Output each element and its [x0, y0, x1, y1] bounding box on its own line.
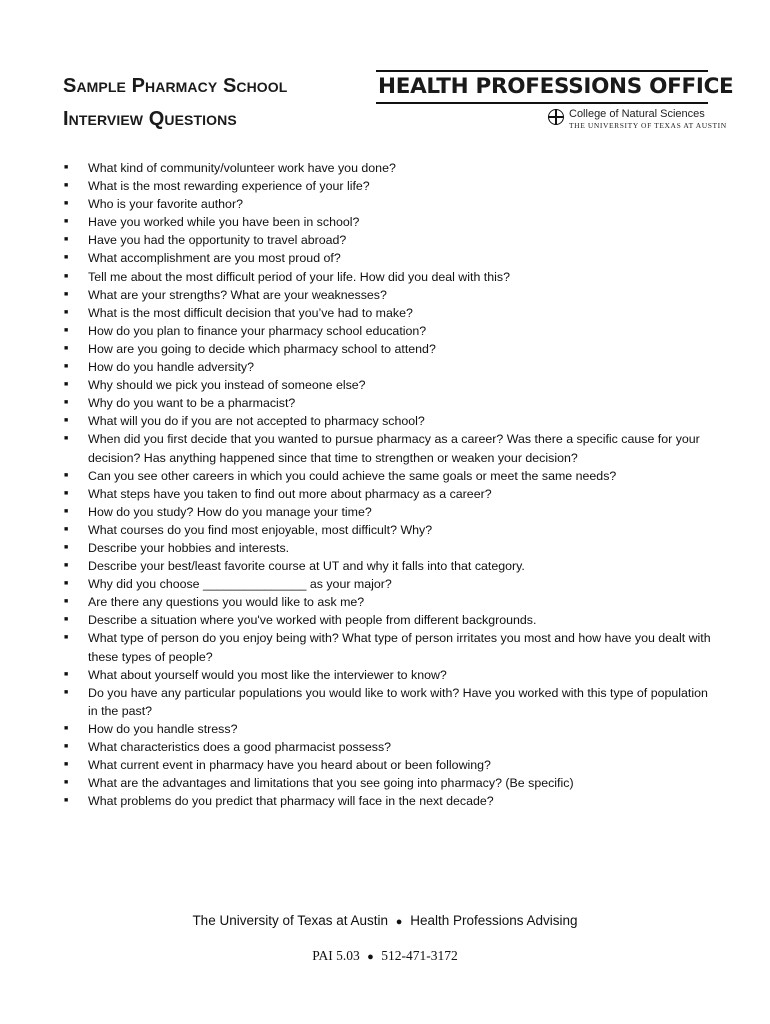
college-logo: [548, 108, 727, 131]
question-item: [63, 792, 713, 810]
separator-bullet-icon: ●: [367, 951, 374, 963]
question-text: How are you going to decide which pharmacy school to attend?: [88, 341, 436, 356]
square-bullet-icon: ■: [64, 562, 69, 570]
question-item: [63, 503, 713, 521]
question-text: How do you plan to finance your pharmacy school education?: [88, 323, 427, 338]
question-text: Do you have any particular populations you would like to work with? Have you worked with this type of population in the past?: [88, 685, 708, 718]
document-title: [63, 70, 287, 136]
question-text: When did you first decide that you wanted to pursue pharmacy as a career? Was there a specific cause for your decision? Has anything happened since that time to strengthen or weaken your decision?: [88, 432, 700, 465]
question-text: What are your strengths? What are your weaknesses?: [88, 287, 387, 302]
question-item: [63, 195, 713, 213]
square-bullet-icon: ■: [64, 743, 69, 750]
question-text: Why did you choose _______________ as your major?: [88, 577, 392, 592]
footer-contact: [0, 948, 770, 964]
question-text: What type of person do you enjoy being with? What type of person irritates you most and how have you dealt with these types of people?: [88, 631, 711, 664]
question-text: Describe your best/least favorite course at UT and why it falls into that category.: [88, 559, 525, 574]
square-bullet-icon: ■: [64, 598, 69, 606]
question-text: What are the advantages and limitations that you see going into pharmacy? (Be specific): [88, 776, 574, 791]
question-item: [63, 557, 713, 575]
square-bullet-icon: ■: [64, 363, 69, 371]
question-text: What is the most difficult decision that you’ve had to make?: [88, 305, 413, 320]
question-item: [63, 611, 713, 629]
footer-org: The University of Texas at Austin: [192, 913, 389, 928]
question-text: What steps have you taken to find out more about pharmacy as a career?: [88, 486, 492, 501]
footer-dept: Health Professions Advising: [410, 913, 578, 928]
square-bullet-icon: ■: [64, 616, 69, 624]
square-bullet-icon: ■: [64, 326, 69, 334]
square-bullet-icon: ■: [64, 580, 69, 588]
university-seal-icon: [548, 109, 564, 125]
question-item: [63, 684, 713, 720]
square-bullet-icon: ■: [64, 381, 69, 389]
square-bullet-icon: ■: [64, 417, 69, 425]
question-text: What will you do if you are not accepted to pharmacy school?: [88, 414, 425, 429]
question-item: [63, 593, 713, 611]
question-item: [63, 249, 713, 267]
question-item: [63, 629, 713, 665]
question-item: [63, 539, 713, 557]
question-item: [63, 286, 713, 304]
question-item: [63, 340, 713, 358]
question-text: Describe your hobbies and interests.: [88, 540, 290, 555]
question-item: [63, 304, 713, 322]
question-text: Why should we pick you instead of someone else?: [88, 378, 366, 393]
square-bullet-icon: ■: [64, 218, 69, 226]
office-logo-block: [376, 70, 734, 130]
square-bullet-icon: ■: [64, 543, 69, 551]
square-bullet-icon: ■: [64, 525, 69, 533]
question-text: Who is your favorite author?: [88, 197, 243, 212]
question-text: What kind of community/volunteer work have you done?: [88, 161, 396, 175]
office-name: HEALTH PROFESSIONS OFFICE: [376, 70, 708, 104]
question-item: [63, 575, 713, 593]
question-text: What about yourself would you most like the interviewer to know?: [88, 667, 447, 682]
question-text: What current event in pharmacy have you heard about or been following?: [88, 758, 491, 773]
question-text: What is the most rewarding experience of your life?: [88, 179, 370, 194]
footer-organization: [0, 913, 770, 928]
square-bullet-icon: ■: [64, 761, 69, 769]
square-bullet-icon: ■: [64, 200, 69, 208]
square-bullet-icon: ■: [64, 236, 69, 244]
square-bullet-icon: ■: [64, 797, 69, 805]
square-bullet-icon: ■: [64, 182, 69, 190]
footer-phone: 512-471-3172: [381, 948, 458, 963]
question-item: [63, 412, 713, 430]
question-text: How do you handle stress?: [88, 721, 238, 736]
question-item: [63, 666, 713, 684]
square-bullet-icon: ■: [64, 254, 69, 262]
question-item: [63, 756, 713, 774]
square-bullet-icon: ■: [64, 688, 69, 696]
question-text: How do you study? How do you manage your time?: [88, 504, 372, 519]
square-bullet-icon: ■: [64, 272, 69, 280]
question-item: [63, 738, 713, 756]
question-item: [63, 430, 713, 466]
question-text: Are there any questions you would like to ask me?: [88, 595, 365, 610]
square-bullet-icon: ■: [64, 471, 69, 479]
question-item: [63, 485, 713, 503]
question-item: [63, 159, 713, 177]
square-bullet-icon: ■: [64, 779, 69, 787]
square-bullet-icon: ■: [64, 399, 69, 407]
question-text: What problems do you predict that pharmacy will face in the next decade?: [88, 794, 494, 809]
college-name: College of Natural Sciences: [569, 108, 705, 120]
question-text: Why do you want to be a pharmacist?: [88, 396, 296, 411]
title-line-1: Sample Pharmacy School: [63, 75, 288, 97]
question-item: [63, 376, 713, 394]
question-item: [63, 467, 713, 485]
question-text: What courses do you find most enjoyable, most difficult? Why?: [88, 522, 433, 537]
question-list: [63, 159, 713, 810]
square-bullet-icon: ■: [64, 634, 69, 642]
question-text: Have you had the opportunity to travel abroad?: [88, 233, 347, 248]
separator-bullet-icon: ●: [395, 916, 403, 928]
square-bullet-icon: ■: [64, 344, 69, 352]
footer-code: PAI 5.03: [312, 948, 360, 963]
question-item: [63, 177, 713, 195]
question-text: Describe a situation where you've worked with people from different backgrounds.: [88, 613, 537, 628]
question-item: [63, 521, 713, 539]
square-bullet-icon: ■: [64, 164, 69, 171]
question-text: What characteristics does a good pharmacist possess?: [88, 740, 392, 754]
question-item: [63, 358, 713, 376]
square-bullet-icon: ■: [64, 507, 69, 515]
square-bullet-icon: ■: [64, 435, 69, 443]
question-item: [63, 268, 713, 286]
square-bullet-icon: ■: [64, 308, 69, 316]
title-line-2: Interview Questions: [63, 108, 237, 130]
square-bullet-icon: ■: [64, 724, 69, 732]
question-text: Tell me about the most difficult period of your life. How did you deal with this?: [88, 269, 510, 284]
square-bullet-icon: ■: [64, 670, 69, 678]
question-item: [63, 720, 713, 738]
university-name: THE UNIVERSITY OF TEXAS AT AUSTIN: [569, 121, 727, 130]
question-text: How do you handle adversity?: [88, 360, 254, 375]
question-item: [63, 394, 713, 412]
square-bullet-icon: ■: [64, 290, 69, 298]
question-text: Can you see other careers in which you could achieve the same goals or meet the same needs?: [88, 468, 617, 483]
question-item: [63, 231, 713, 249]
question-item: [63, 213, 713, 231]
question-text: Have you worked while you have been in school?: [88, 215, 360, 230]
square-bullet-icon: ■: [64, 489, 69, 497]
question-text: What accomplishment are you most proud of?: [88, 251, 341, 266]
question-item: [63, 774, 713, 792]
question-item: [63, 322, 713, 340]
